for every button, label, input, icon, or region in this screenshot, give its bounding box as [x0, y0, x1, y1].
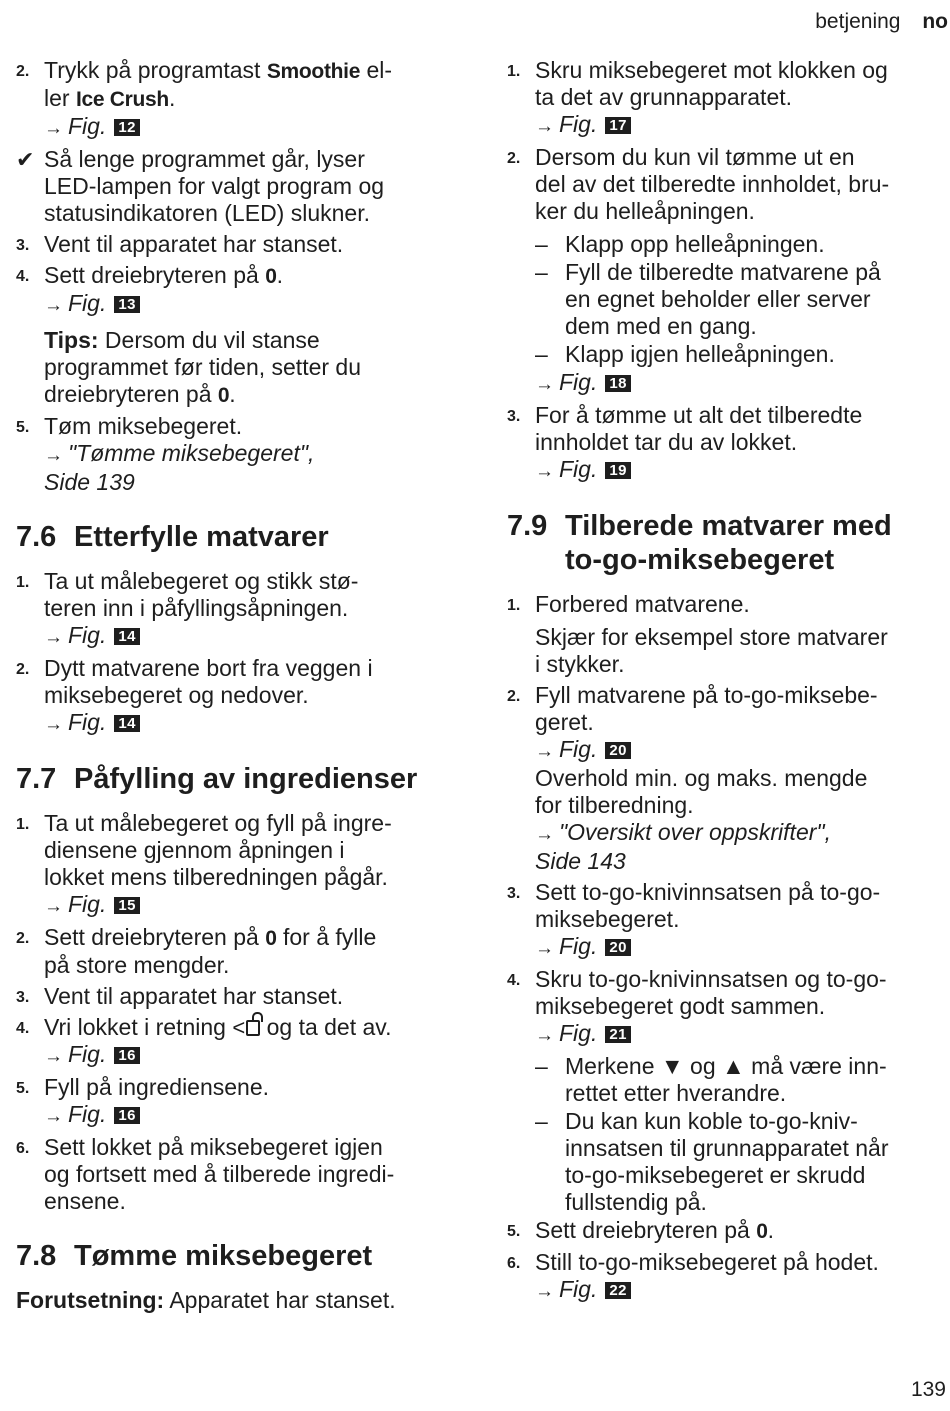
section-number: 7.7 [16, 763, 57, 795]
figure-number: 13 [114, 296, 140, 313]
fig-label: Fig. [559, 1020, 598, 1046]
page-number: 139 [910, 1378, 946, 1401]
step-3 [16, 983, 456, 1010]
fig-label: Fig. [559, 111, 598, 137]
text: Merkene [565, 1053, 661, 1079]
arrow-icon: → [44, 714, 63, 735]
step-text: ker du helleåpningen. [535, 198, 755, 224]
page-reference: Side 139 [44, 469, 135, 495]
section-heading-7-6 [16, 520, 456, 554]
step-text [44, 1014, 456, 1041]
fig-label: Fig. [68, 709, 107, 735]
step-5 [507, 1217, 945, 1245]
figure-reference[interactable] [535, 369, 945, 398]
figure-reference[interactable] [535, 933, 945, 962]
figure-number: 21 [605, 1026, 631, 1043]
section-title: Tømme miksebegeret [74, 1240, 373, 1272]
step-text [44, 262, 456, 290]
result-text: statusindikatoren (LED) slukner. [44, 200, 370, 226]
fig-label: Fig. [68, 891, 107, 917]
arrow-icon: → [535, 741, 554, 762]
precondition [16, 1287, 456, 1314]
text: Sett dreiebryteren på [535, 1217, 757, 1243]
step-text: Forbered matvarene. [535, 591, 750, 617]
dash-text: Klapp igjen helleåpningen. [565, 341, 835, 367]
step-text: Skru to-go-knivinnsatsen og to-go- [535, 966, 887, 992]
figure-number: 16 [114, 1107, 140, 1124]
fig-label: Fig. [559, 736, 598, 762]
reference-title: "Tømme miksebegeret", [68, 440, 315, 466]
language-code: no [922, 10, 948, 33]
dash-text: fullstendig på. [565, 1189, 707, 1215]
text: må være inn- [744, 1053, 887, 1079]
dial-position: 0 [756, 1220, 768, 1243]
step-2 [507, 682, 945, 875]
step-number: 1. [507, 63, 521, 80]
step-text: Dytt matvarene bort fra veggen i [44, 655, 373, 681]
step-2 [507, 144, 945, 225]
dash-text: rettet etter hverandre. [565, 1080, 787, 1106]
step-3 [507, 879, 945, 962]
tips-text [44, 381, 456, 409]
arrow-icon: → [44, 295, 63, 316]
text: dreiebryteren på [44, 381, 218, 407]
step-text: og fortsett med å tilberede ingredi- [44, 1161, 395, 1187]
dial-position: 0 [265, 265, 277, 288]
step-text: Sett lokket på miksebegeret igjen [44, 1134, 383, 1160]
section-heading-7-7 [16, 762, 456, 796]
fig-label: Fig. [68, 113, 107, 139]
dash-text: dem med en gang. [565, 313, 757, 339]
step-number: 4. [16, 268, 30, 285]
figure-block [535, 369, 945, 398]
step-number: 2. [16, 63, 30, 80]
figure-reference[interactable] [44, 622, 456, 651]
figure-reference[interactable] [535, 456, 945, 485]
section-reference-link[interactable] [535, 819, 945, 848]
text: Sett dreiebryteren på [44, 262, 266, 288]
step-text: Tøm miksebegeret. [44, 413, 243, 439]
step-text: ta det av grunnapparatet. [535, 84, 793, 110]
figure-number: 14 [114, 628, 140, 645]
arrow-icon: → [44, 627, 63, 648]
page-header [815, 8, 948, 35]
tips-text: programmet før tiden, setter du [44, 354, 362, 380]
dash-item [507, 341, 945, 368]
text: for å fylle [276, 924, 377, 950]
dash-text: en egnet beholder eller server [565, 286, 871, 312]
figure-reference[interactable] [44, 1101, 456, 1130]
fig-label: Fig. [68, 1041, 107, 1067]
figure-number: 17 [605, 117, 631, 134]
figure-reference[interactable] [535, 736, 945, 765]
section-title: Etterfylle matvarer [74, 521, 329, 553]
reference-title: "Oversikt over oppskrifter", [559, 819, 831, 845]
figure-number: 15 [114, 897, 140, 914]
step-number: 6. [507, 1255, 521, 1272]
unlock-icon [246, 1020, 260, 1036]
text: Trykk på programtast [44, 57, 267, 83]
step-text: miksebegeret og nedover. [44, 682, 309, 708]
step-text: Still to-go-miksebegeret på hodet. [535, 1249, 879, 1275]
fig-label: Fig. [559, 933, 598, 959]
fig-label: Fig. [68, 1101, 107, 1127]
section-reference-link[interactable] [44, 440, 456, 469]
step-1 [507, 591, 945, 618]
step-text: Sett to-go-knivinnsatsen på to-go- [535, 879, 881, 905]
triangle-down-icon: ▼ [660, 1053, 684, 1079]
step-number: 6. [16, 1140, 30, 1157]
triangle-up-icon: ▲ [722, 1053, 745, 1079]
arrow-icon: → [44, 118, 63, 139]
precondition-text: Apparatet har stanset. [164, 1287, 396, 1313]
figure-reference[interactable] [44, 290, 456, 319]
step-text: miksebegeret godt sammen. [535, 993, 826, 1019]
program-key-smoothie: Smoothie [266, 60, 361, 83]
dash-bullet: – [535, 1108, 548, 1134]
step-text: ensene. [44, 1188, 126, 1214]
step-text: for tilberedning. [535, 792, 694, 818]
step-text: teren inn i påfyllingsåpningen. [44, 595, 349, 621]
figure-number: 20 [605, 742, 631, 759]
step-5 [16, 1074, 456, 1130]
step-number: 4. [16, 1020, 30, 1037]
arrow-icon: → [44, 896, 63, 917]
dash-bullet: – [535, 231, 548, 257]
section-heading-7-8 [16, 1239, 456, 1273]
step-text: del av det tilberedte innholdet, bru- [535, 171, 890, 197]
step-text: Dersom du kun vil tømme ut en [535, 144, 855, 170]
arrow-icon: → [44, 445, 63, 466]
arrow-icon: → [535, 1281, 554, 1302]
dash-item [507, 1108, 945, 1216]
step-text: Ta ut målebegeret og stikk stø- [44, 568, 359, 594]
step-text: Skru miksebegeret mot klokken og [535, 57, 888, 83]
step-text: geret. [535, 709, 594, 735]
step-number: 1. [507, 597, 521, 614]
step-text: Overhold min. og maks. mengde [535, 765, 868, 791]
dash-item [507, 259, 945, 340]
arrow-icon: → [535, 461, 554, 482]
step-2 [16, 655, 456, 738]
step-6 [507, 1249, 945, 1305]
step-6 [16, 1134, 456, 1215]
arrow-icon: → [44, 1046, 63, 1067]
figure-reference[interactable] [44, 891, 456, 920]
section-heading-7-9 [507, 509, 945, 577]
step-number: 5. [507, 1223, 521, 1240]
text: og [683, 1053, 723, 1079]
figure-number: 12 [114, 119, 140, 136]
step-number: 3. [507, 885, 521, 902]
program-key-ice-crush: Ice Crush [75, 88, 169, 111]
page-reference: Side 143 [535, 848, 626, 874]
result-text: Så lenge programmet går, lyser [44, 146, 365, 172]
section-title: to-go-miksebegeret [565, 544, 835, 576]
text: . [229, 381, 236, 407]
dash-text [565, 1053, 945, 1080]
step-1 [16, 568, 456, 651]
result-text: LED-lampen for valgt program og [44, 173, 385, 199]
step-number: 5. [16, 419, 30, 436]
note-text: Skjær for eksempel store matvarer [535, 624, 888, 650]
figure-reference[interactable] [44, 1041, 456, 1070]
step-number: 2. [507, 688, 521, 705]
step-text: Vent til apparatet har stanset. [44, 231, 344, 257]
step-2 [16, 57, 456, 142]
dash-bullet: – [535, 341, 548, 367]
dash-text: to-go-miksebegeret er skrudd [565, 1162, 866, 1188]
figure-reference[interactable] [535, 1020, 945, 1049]
dash-bullet: – [535, 259, 548, 285]
step-number: 2. [16, 930, 30, 947]
figure-reference[interactable] [44, 113, 456, 142]
step-text: miksebegeret. [535, 906, 680, 932]
step-text: Ta ut målebegeret og fyll på ingre- [44, 810, 392, 836]
section-number: 7.6 [16, 521, 57, 553]
fig-label: Fig. [559, 456, 598, 482]
text: . [276, 262, 283, 288]
section-name: betjening [815, 10, 901, 33]
fig-label: Fig. [559, 1276, 598, 1302]
step-text [44, 57, 456, 85]
dial-position: 0 [217, 384, 230, 407]
dial-position: 0 [265, 927, 277, 950]
fig-label: Fig. [68, 622, 107, 648]
step-text [44, 85, 456, 113]
step-text: For å tømme ut alt det tilberedte [535, 402, 863, 428]
arrow-icon: → [535, 1025, 554, 1046]
step-number: 3. [16, 989, 30, 1006]
tips-text [44, 327, 456, 354]
result-check [16, 146, 456, 227]
section-number: 7.9 [507, 510, 548, 542]
step-2 [16, 924, 456, 979]
dash-bullet: – [535, 1053, 548, 1079]
step-1 [16, 810, 456, 920]
step-3 [16, 231, 456, 258]
figure-reference[interactable] [535, 111, 945, 140]
text: Dersom du vil stanse [98, 327, 320, 353]
step-5 [16, 413, 456, 496]
arrow-icon: → [44, 1106, 63, 1127]
tips-box [44, 327, 456, 409]
step-text: Vent til apparatet har stanset. [44, 983, 344, 1009]
section-number: 7.8 [16, 1240, 57, 1272]
dash-text: Du kan kun koble to-go-kniv- [565, 1108, 858, 1134]
dash-item [507, 231, 945, 258]
figure-number: 18 [605, 375, 631, 392]
figure-number: 22 [605, 1282, 631, 1299]
step-3 [507, 402, 945, 485]
step-number: 3. [507, 408, 521, 425]
step-text: diensene gjennom åpningen i [44, 837, 345, 863]
step-number: 5. [16, 1080, 30, 1097]
dash-text: Klapp opp helleåpningen. [565, 231, 825, 257]
dash-text: Fyll de tilberedte matvarene på [565, 259, 881, 285]
step-4 [16, 262, 456, 319]
step-number: 1. [16, 574, 30, 591]
figure-number: 16 [114, 1047, 140, 1064]
step-number: 4. [507, 972, 521, 989]
step-text: Fyll matvarene på to-go-miksebe- [535, 682, 878, 708]
step-text: lokket mens tilberedningen pågår. [44, 864, 388, 890]
precondition-label: Forutsetning: [16, 1287, 165, 1313]
note-text: i stykker. [535, 651, 625, 677]
text: el- [360, 57, 393, 83]
step-4 [507, 966, 945, 1049]
text: ler [44, 85, 76, 111]
text: . [168, 85, 176, 111]
left-column [16, 57, 456, 1314]
section-title: Tilberede matvarer med [565, 510, 892, 542]
dash-item [507, 1053, 945, 1107]
figure-number: 20 [605, 939, 631, 956]
step-number: 3. [16, 237, 30, 254]
text: og ta det av. [260, 1014, 392, 1040]
step-number: 2. [16, 661, 30, 678]
step-4 [16, 1014, 456, 1070]
figure-reference[interactable] [44, 709, 456, 738]
text: Vri lokket i retning [44, 1014, 233, 1040]
tips-label: Tips: [44, 327, 99, 353]
arrow-icon: → [535, 938, 554, 959]
step-number: 1. [16, 816, 30, 833]
text: . [767, 1217, 774, 1243]
arrow-icon: → [535, 824, 554, 845]
step-text: innholdet tar du av lokket. [535, 429, 798, 455]
step-number: 2. [507, 150, 521, 167]
arrow-icon: → [535, 116, 554, 137]
dash-text: innsatsen til grunnapparatet når [565, 1135, 889, 1161]
figure-number: 19 [605, 462, 631, 479]
rotate-left-icon: < [232, 1015, 246, 1040]
figure-number: 14 [114, 715, 140, 732]
checkmark-icon: ✔ [16, 147, 35, 172]
figure-reference[interactable] [535, 1276, 945, 1305]
fig-label: Fig. [559, 369, 598, 395]
right-column [507, 57, 945, 1309]
step-text: på store mengder. [44, 952, 230, 978]
step-text [535, 1217, 945, 1245]
step-text [44, 924, 456, 952]
step-1 [507, 57, 945, 140]
fig-label: Fig. [68, 290, 107, 316]
step-note [535, 624, 945, 678]
arrow-icon: → [535, 374, 554, 395]
text: Sett dreiebryteren på [44, 924, 266, 950]
section-title: Påfylling av ingredienser [74, 763, 418, 795]
step-text: Fyll på ingrediensene. [44, 1074, 270, 1100]
